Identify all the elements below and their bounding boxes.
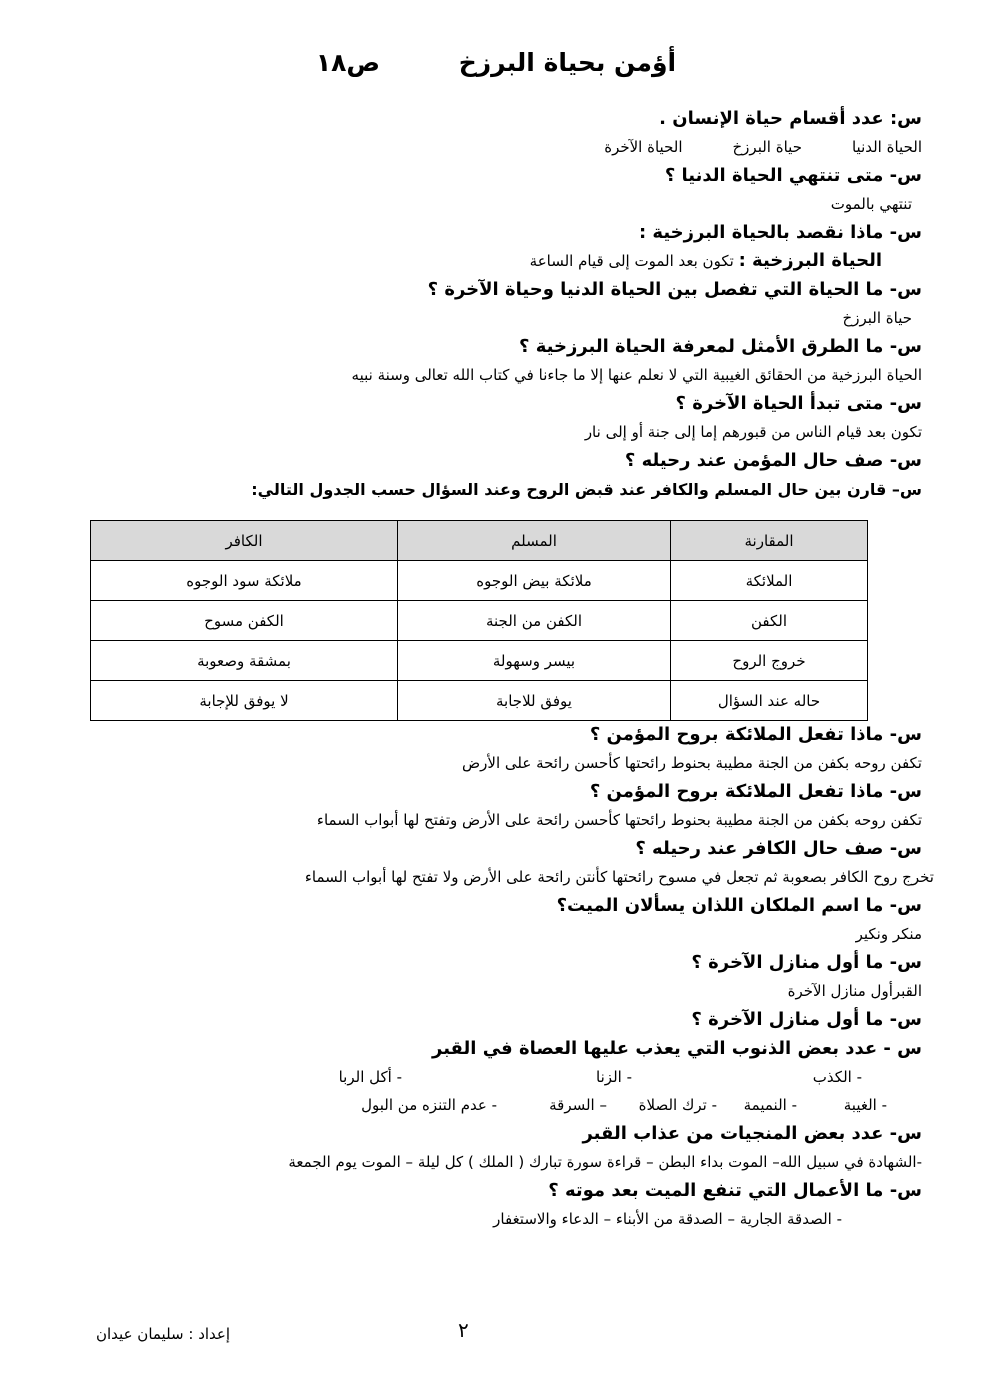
title-main: أؤمن بحياة البرزخ bbox=[458, 48, 677, 77]
sins-list-row-2 bbox=[62, 1091, 887, 1119]
table-cell: ملائكة بيض الوجوه bbox=[398, 561, 671, 601]
question: س- ماذا نقصد بالحياة البرزخية : bbox=[638, 222, 922, 243]
answer: تكفن روحه بكفن من الجنة مطيبة بحنوط رائحتها كأحسن رائحة على الأرض bbox=[462, 754, 922, 772]
question: س: عدد أقسام حياة الإنسان . bbox=[659, 108, 922, 129]
table-cell: الكفن من الجنة bbox=[398, 601, 671, 641]
answer-item: الحياة الآخرة bbox=[604, 138, 683, 156]
answer-term: الحياة البرزخية : bbox=[738, 250, 882, 271]
answer: تكون بعد قيام الناس من قبورهم إما إلى جنة أو إلى نار bbox=[584, 423, 922, 441]
table-cell: بمشقة وصعوبة bbox=[91, 641, 398, 681]
answer-item: الحياة الدنيا bbox=[851, 138, 922, 156]
answer-life-parts bbox=[62, 133, 922, 161]
question: س- ما الطرق الأمثل لمعرفة الحياة البرزخية ؟ bbox=[519, 336, 922, 357]
question: س- عدد بعض المنجيات من عذاب القبر bbox=[582, 1123, 922, 1144]
table-cell: ملائكة سود الوجوه bbox=[91, 561, 398, 601]
question: س- صف حال الكافر عند رحيله ؟ bbox=[635, 838, 922, 859]
table-header-row bbox=[91, 521, 868, 561]
question: س- صف حال المؤمن عند رحيله ؟ bbox=[624, 450, 922, 471]
table-cell: يوفق للاجابة bbox=[398, 681, 671, 721]
comparison-table bbox=[90, 520, 868, 721]
questions-bottom bbox=[62, 720, 934, 1233]
answer: الحياة البرزخية من الحقائق الغيبية التي لا نعلم عنها إلا ما جاءنا في كتاب الله تعالى وسنة نبيه bbox=[351, 366, 922, 384]
answer: القبرأول منازل الآخرة bbox=[787, 982, 922, 1000]
answer bbox=[62, 247, 882, 275]
list-item: - الزنا bbox=[596, 1068, 632, 1086]
footer-author: إعداد : سليمان عيدان bbox=[96, 1325, 231, 1343]
question: س- متى تبدأ الحياة الآخرة ؟ bbox=[675, 393, 922, 414]
table-row bbox=[91, 601, 868, 641]
list-item: - عدم التنزه من البول bbox=[361, 1096, 497, 1114]
questions-top bbox=[62, 104, 922, 503]
question-compare: س– قارن بين حال المسلم والكافر عند قبض الروح وعند السؤال حسب الجدول التالي: bbox=[251, 480, 922, 499]
list-item: – السرقة bbox=[549, 1096, 607, 1114]
table-cell: حاله عند السؤال bbox=[671, 681, 868, 721]
list-item: - النميمة bbox=[743, 1096, 797, 1114]
question: س- ما الحياة التي تفصل بين الحياة الدنيا وحياة الآخرة ؟ bbox=[427, 279, 922, 300]
answer: - الصدقة الجارية – الصدقة من الأبناء – الدعاء والاستغفار bbox=[493, 1210, 842, 1228]
page-title bbox=[0, 48, 992, 77]
question: س- ما اسم الملكان اللذان يسألان الميت؟ bbox=[556, 895, 922, 916]
table-row bbox=[91, 641, 868, 681]
answer: حياة البرزخ bbox=[842, 309, 912, 327]
column-header: المسلم bbox=[398, 521, 671, 561]
table-cell: خروج الروح bbox=[671, 641, 868, 681]
question: س - عدد بعض الذنوب التي يعذب عليها العصاة في القبر bbox=[432, 1038, 922, 1059]
sins-list-row-1 bbox=[62, 1063, 862, 1091]
question: س- ما أول منازل الآخرة ؟ bbox=[691, 1009, 922, 1030]
list-item: - الكذب bbox=[812, 1068, 862, 1086]
list-item: - ترك الصلاة bbox=[638, 1096, 717, 1114]
answer-text: تكون بعد الموت إلى قيام الساعة bbox=[529, 252, 734, 270]
table-cell: الملائكة bbox=[671, 561, 868, 601]
table-cell: لا يوفق للإجابة bbox=[91, 681, 398, 721]
page-number: ٢ bbox=[458, 1318, 469, 1342]
table-row bbox=[91, 681, 868, 721]
answer: تكفن روحه بكفن من الجنة مطيبة بحنوط رائحتها كأحسن رائحة على الأرض وتفتح لها أبواب السماء bbox=[316, 811, 922, 829]
column-header: المقارنة bbox=[671, 521, 868, 561]
list-item: - أكل الربا bbox=[338, 1068, 402, 1086]
answer-item: حياة البرزخ bbox=[732, 138, 802, 156]
table-row bbox=[91, 561, 868, 601]
answer: تخرج روح الكافر بصعوبة ثم تجعل في مسوح رائحتها كأنتن رائحة على الأرض ولا تفتح لها أبواب السماء bbox=[304, 868, 934, 886]
question: س- ماذا تفعل الملائكة بروح المؤمن ؟ bbox=[589, 724, 922, 745]
table-cell: الكفن bbox=[671, 601, 868, 641]
answer: -الشهادة في سبيل الله– الموت بداء البطن – قراءة سورة تبارك ( الملك ) كل ليلة – الموت يوم الجمعة bbox=[288, 1153, 922, 1171]
list-item: - الغيبة bbox=[843, 1096, 887, 1114]
table-cell: بيسر وسهولة bbox=[398, 641, 671, 681]
question: س- ما الأعمال التي تنفع الميت بعد موته ؟ bbox=[548, 1180, 922, 1201]
column-header: الكافر bbox=[91, 521, 398, 561]
title-page-ref: ص١٨ bbox=[315, 48, 381, 77]
answer: تنتهي بالموت bbox=[830, 195, 912, 213]
question: س- متى تنتهي الحياة الدنيا ؟ bbox=[664, 165, 922, 186]
table-cell: الكفن مسوح bbox=[91, 601, 398, 641]
question: س- ما أول منازل الآخرة ؟ bbox=[691, 952, 922, 973]
question: س- ماذا تفعل الملائكة بروح المؤمن ؟ bbox=[589, 781, 922, 802]
answer: منكر ونكير bbox=[855, 925, 922, 943]
